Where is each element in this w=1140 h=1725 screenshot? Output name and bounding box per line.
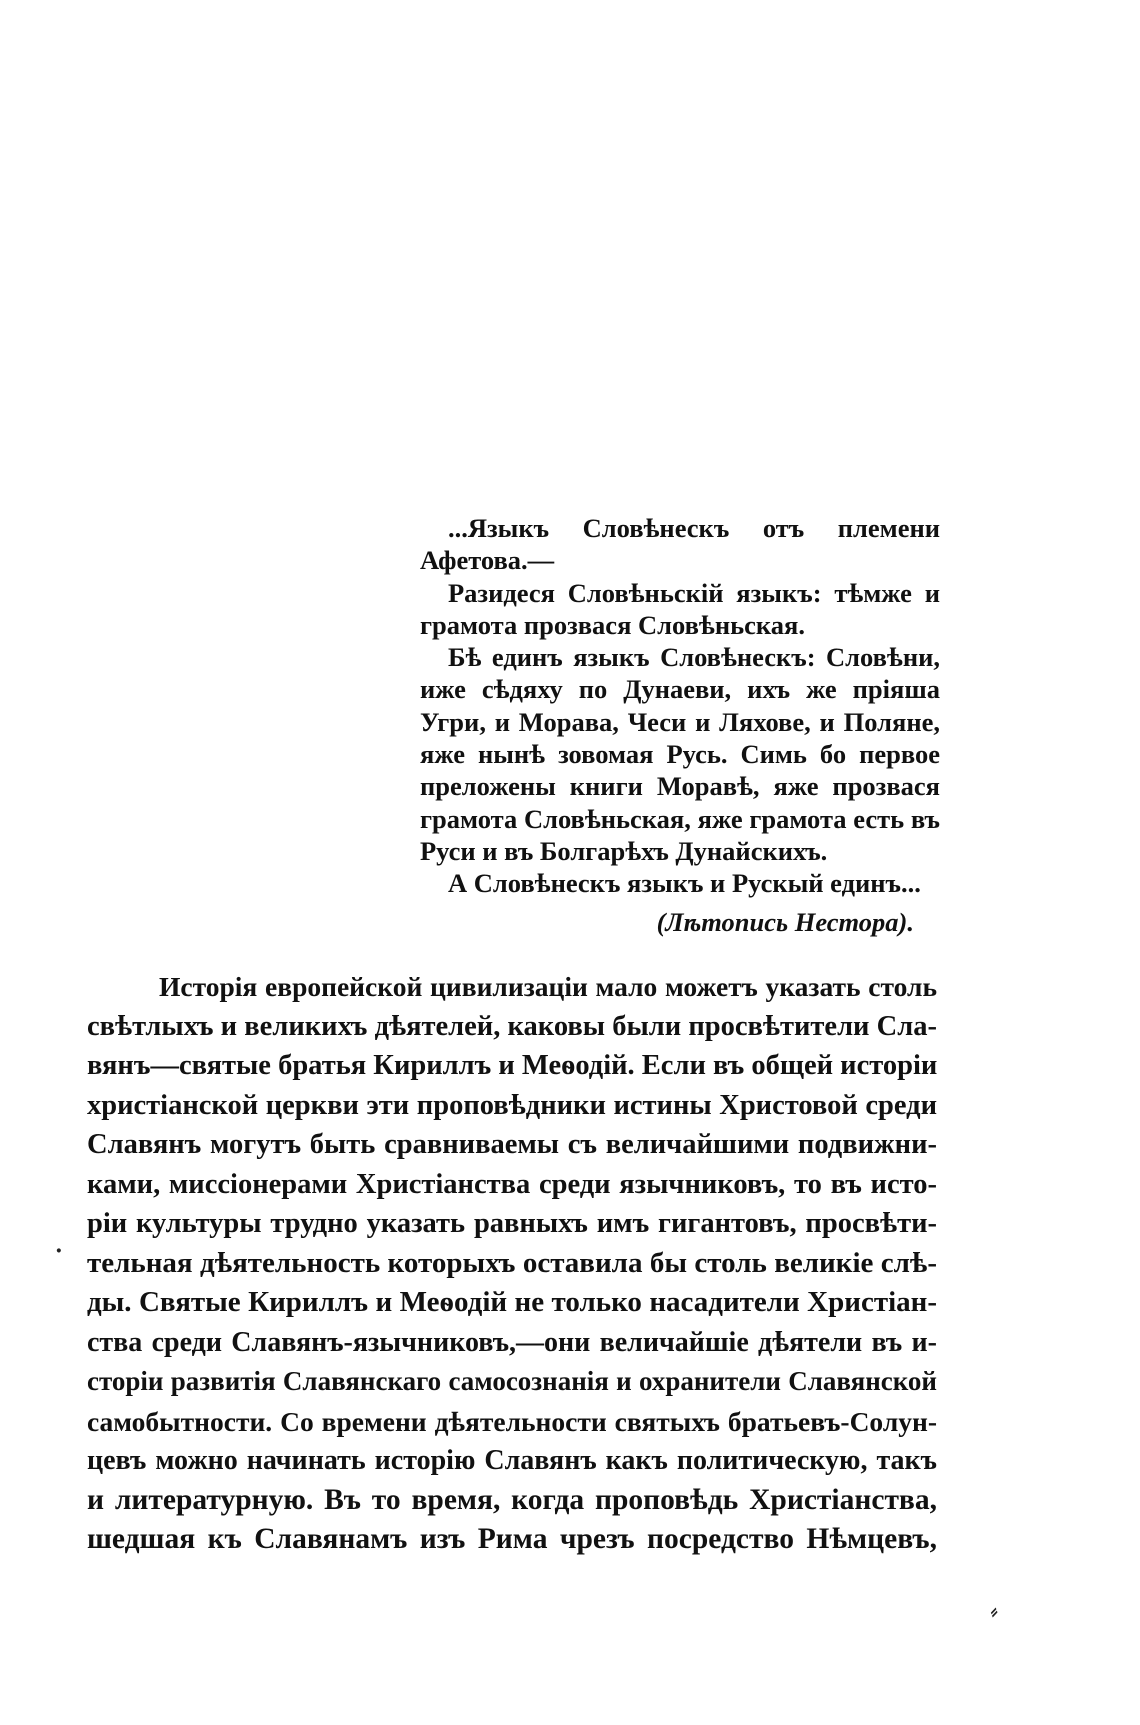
epigraph-paragraph: ...Языкъ Словѣнескъ отъ племени Афетова.— <box>420 513 940 576</box>
text-line: ками, миссіонерами Христіанства среди язычниковъ, то въ исто- <box>87 1168 937 1200</box>
text-line: цевъ можно начинать исторію Славянъ какъ политическую, такъ <box>87 1445 937 1476</box>
text-line: ріи культуры трудно указать равныхъ имъ гигантовъ, просвѣти- <box>87 1208 937 1239</box>
text-line: и литературную. Въ то время, когда проповѣдь Христіанства, <box>87 1483 937 1516</box>
text-line: христіанской церкви эти проповѣдники истины Христовой среди <box>87 1089 937 1121</box>
text-line: Славянъ могутъ быть сравниваемы съ величайшими подвижни- <box>87 1129 937 1160</box>
text-line: тельная дѣятельность которыхъ оставила бы столь великіе слѣ- <box>87 1246 937 1279</box>
epigraph-paragraph: Бѣ единъ языкъ Словѣнескъ: Словѣни, иже сѣдяху по Дунаеви, ихъ же пріяша Угри, и Морава, Чеси и Ляхове, и Поляне, яже нынѣ зовомая Русь. Симь бо первое преложены книги Моравѣ, яже прозвася грамота Словѣньская, яже грамота есть въ Руси и въ Болгарѣхъ Дунайскихъ. <box>420 642 940 866</box>
body-paragraph <box>87 967 937 1560</box>
epigraph <box>420 512 940 938</box>
text-line: свѣтлыхъ и великихъ дѣятелей, каковы были просвѣтители Сла- <box>87 1010 937 1042</box>
scan-speck-mark: ⸗ <box>985 1597 1002 1625</box>
epigraph-paragraph: Разидеся Словѣньскій языкъ: тѣмже и грамота прозвася Словѣньская. <box>420 577 940 640</box>
text-line: вянъ—святые братья Кириллъ и Меѳодій. Если въ общей исторіи <box>87 1050 938 1081</box>
text-line: ды. Святые Кириллъ и Меѳодій не только насадители Христіан- <box>87 1286 937 1318</box>
text-line: сторіи развитія Славянскаго самосознанія и охранители Славянской <box>87 1366 937 1396</box>
margin-dot-mark: · <box>55 1238 63 1264</box>
text-line: самобытности. Со времени дѣятельности святыхъ братьевъ-Солун- <box>87 1405 937 1437</box>
text-line: ства среди Славянъ-язычниковъ,—они величайшіе дѣятели въ и- <box>87 1326 937 1358</box>
text-line: Исторія европейской цивилизаціи мало можетъ указать столь <box>159 971 937 1002</box>
epigraph-paragraph: А Словѣнескъ языкъ и Рускый единъ... <box>448 868 921 899</box>
text-line: шедшая къ Славянамъ изъ Рима чрезъ посредство Нѣмцевъ, <box>87 1523 937 1555</box>
epigraph-attribution: (Лѣтопись Нестора). <box>656 906 914 937</box>
